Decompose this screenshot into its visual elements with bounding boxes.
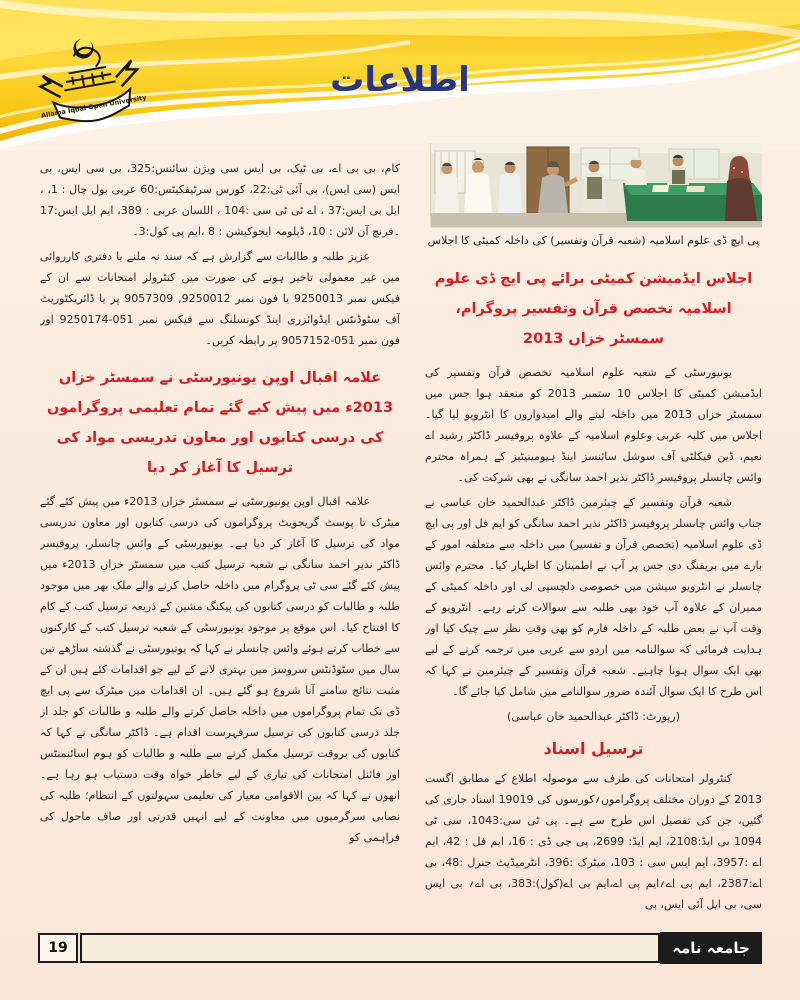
- article-paragraph: یونیورسٹی کے شعبہ علوم اسلامیہ تخصص قرآن وتفسیر کی ایڈمیشن کمیٹی کا اجلاس 10 ستمبر 2013 کو منعقد ہوا جس میں سمسٹر خزاں 2013 میں داخلہ لینے والے امیدواروں کا انٹرویو لیا گیا۔ اجلاس میں کلیہ عربی وعلوم اسلامیہ کے علاوہ پروفیسر ڈاکٹر رشید اے نعیم، ڈین فیکلٹی آف سوشل سائنسز اینڈ ہیومینیٹیز کے ہمراہ محترم وائس چانسلر پروفیسر ڈاکٹر نذیر احمد سانگی نے بھی شرکت کی۔: [425, 366, 762, 484]
- headline-book-dispatch: علامہ اقبال اوپن یونیورسٹی نے سمسٹر خزاں 2013ء میں پیش کیے گئے تمام تعلیمی پروگراموں کی درسی کتابوں اور معاون تدریسی مواد کی ترسیل کا آغاز کر دیا: [46, 370, 394, 476]
- page-title: اطلاعات: [330, 60, 470, 100]
- article-paragraph: کنٹرولر امتحانات کی طرف سے موصولہ اطلاع کے مطابق اگست 2013 کے دوران مختلف پروگراموں؍کورسوں کی 19019 اسناد جاری کی گئیں، جن کی تفصیل اس طرح سے ہے۔ پی ٹی سی:1043، سی ٹی 1094 بی ایڈ:2108، ایم ایڈ: 2699، پی جی ڈی : 16، ایم فل : 42، ایم اے :3957، ایم ایس سی : 103، میٹرک :396، انٹرمیڈیٹ جنرل :48، بی اے:2387، ایم بی اے؍ایم پی اے،ایم بی اے(کول):383، بی اے؍ بی ایس سی، بی ایل آئی ایس، بی: [425, 772, 762, 911]
- meeting-photo-image: [431, 143, 762, 227]
- column-right: [425, 143, 762, 933]
- page-number: 19: [38, 933, 78, 963]
- meeting-photo: [431, 143, 762, 227]
- report-credit: (رپورٹ: ڈاکٹر عبدالحمید خان عباسی): [506, 710, 681, 723]
- article-paragraph: کام، بی بی اے، بی ٹیک، بی ایس سی ویژن سائنس:325، بی سی ایس، بی ایس (سی ایس)، بی آئی ٹی:22، کورس سرٹیفکیٹس:60 عربی بول چال : 1، ، ایل بی ایس:37 ، اے ٹی ٹی سی :104 ، اللسان عربی : 389، ایم ایل ایس:17 ۔فرنچ آن لائن : 10، ڈپلومہ ایجوکیشن : 8 ،ایم پی کول:3۔: [40, 162, 400, 238]
- logo-ribbon-text: Allama Iqbal Open University: [40, 93, 147, 120]
- section-heading-certificates: ترسیل اسناد: [543, 739, 644, 758]
- photo-caption: پی ایچ ڈی علوم اسلامیہ (شعبہ قرآن وتفسیر) کی داخلہ کمیٹی کا اجلاس: [427, 234, 760, 247]
- page-footer: [38, 932, 762, 964]
- article-paragraph: عزیز طلبہ و طالبات سے گزارش ہے کہ سند نہ ملنے یا دفتری کارروائی میں غیر معمولی تاخیر ہونے کی صورت میں کنٹرولر امتحانات سے ان کے فیکس نمبر 9250013 یا فون نمبر 9250012, 9057309 پر یا ڈائریکٹوریٹ آف سٹوڈنٹس ایڈوائزری اینڈ کونسلنگ سے فیکس نمبر 051-9250174 اور فون نمبر 051-9057152 پر رابطہ کریں۔: [40, 250, 400, 347]
- column-left: [40, 158, 400, 930]
- article-paragraph: شعبہ قرآن وتفسیر کے چیئرمین ڈاکٹر عبدالحمید خان عباسی نے جناب وائس چانسلر پروفیسر ڈاکٹر نذیر احمد سانگی کو ایم فل اور پی ایچ ڈی علوم اسلامیہ (تخصص قرآن و تفسیر) میں داخلہ سے متعلقہ امور کے بارے میں بریفنگ دی جس پر آپ نے اطمینان کا اظہار کیا۔ محترم وائس چانسلر نے انٹرویو سیشن میں خصوصی دلچسپی لی اور داخلہ کمیٹی کے ممبران کے علاوہ آپ خود بھی طلبہ سے سوالات کرتے رہے۔ انٹرویو کے وقت آپ نے بعض طلبہ کے داخلہ فارم کو بھی وقتِ نظر سے چیک کیا اور ہدایت فرمائی کہ سوالنامہ میں اردو سے عربی میں ترجمہ کرنے کے لیے بھی ایک سوال ہونا چاہیے۔ شعبہ قرآن وتفسیر کے چیئرمین نے کہا کہ اس طرح کا ایک سوال آئندہ ضرور سوالنامے میں شامل کیا جائے گا۔: [425, 496, 762, 698]
- footer-rule-bar: [80, 933, 660, 963]
- headline-admission-committee: اجلاس ایڈمیشن کمیٹی برائے پی ایچ ڈی علوم اسلامیہ تخصص قرآن وتفسیر پروگرام، سمسٹر خزاں 2013: [434, 271, 753, 347]
- page-header: [0, 0, 800, 150]
- magazine-brand: جامعہ نامہ: [660, 932, 762, 964]
- article-paragraph: علامہ اقبال اوپن یونیورسٹی نے سمسٹر خزاں 2013ء میں پیش کئے گئے میٹرک تا پوسٹ گریجویٹ پروگراموں کی درسی کتابوں اور معاون تدریسی مواد کی ترسیل کا آغاز کر دیا ہے۔ یونیورسٹی کے وائس چانسلر، پروفیسر ڈاکٹر نذیر احمد سانگی نے شعبہ ترسیل کتب میں سمسٹر خزاں 2013ء میں پیش کئے گئے سی ٹی پروگرام میں داخلہ حاصل کرنے والے ملک بھر میں موجود طلبہ و طالبات کو درسی کتابوں کی پیکنگ مشین کے ذریعہ ترسیل کتب کے کام کا افتتاح کیا۔ اس موقع پر موجود یونیورسٹی کے شعبہ ترسیل کتب کے کارکنوں سے خطاب کرتے ہوئے وائس چانسلر نے کہا کہ یونیورسٹی نے گذشتہ ساڑھے تین سال میں سٹوڈنٹس سروسز میں بہتری لانے کے لیے جو اقدامات کئے ہیں ان کے مثبت نتائج سامنے آنا شروع ہو گئے ہیں۔ ان اقدامات میں میٹرک سے پی ایچ ڈی تک تمام پروگراموں میں داخلہ حاصل کرنے والے طلبہ و طالبات کو جلد از جلد درسی کتابوں کی ترسیل سرفہرست اقدام ہے۔ ڈاکٹر سانگی نے کہا کہ کتابوں کی بروقت ترسیل مکمل کرنے سے طلبہ و طالبات کو ہوم اسائنمنٹس اور فائنل امتحانات کی تیاری کے لیے خاطر خواہ وقت دستیاب ہو رہا ہے۔ انھوں نے کہا کہ بین الاقوامی معیار کی تعلیمی سہولتوں کے انتظام؛ طلبہ کی نصابی سرگرمیوں میں معاونت کے لیے انہیں قدرتی اور صاف ماحول کی فراہمی کو: [40, 495, 400, 844]
